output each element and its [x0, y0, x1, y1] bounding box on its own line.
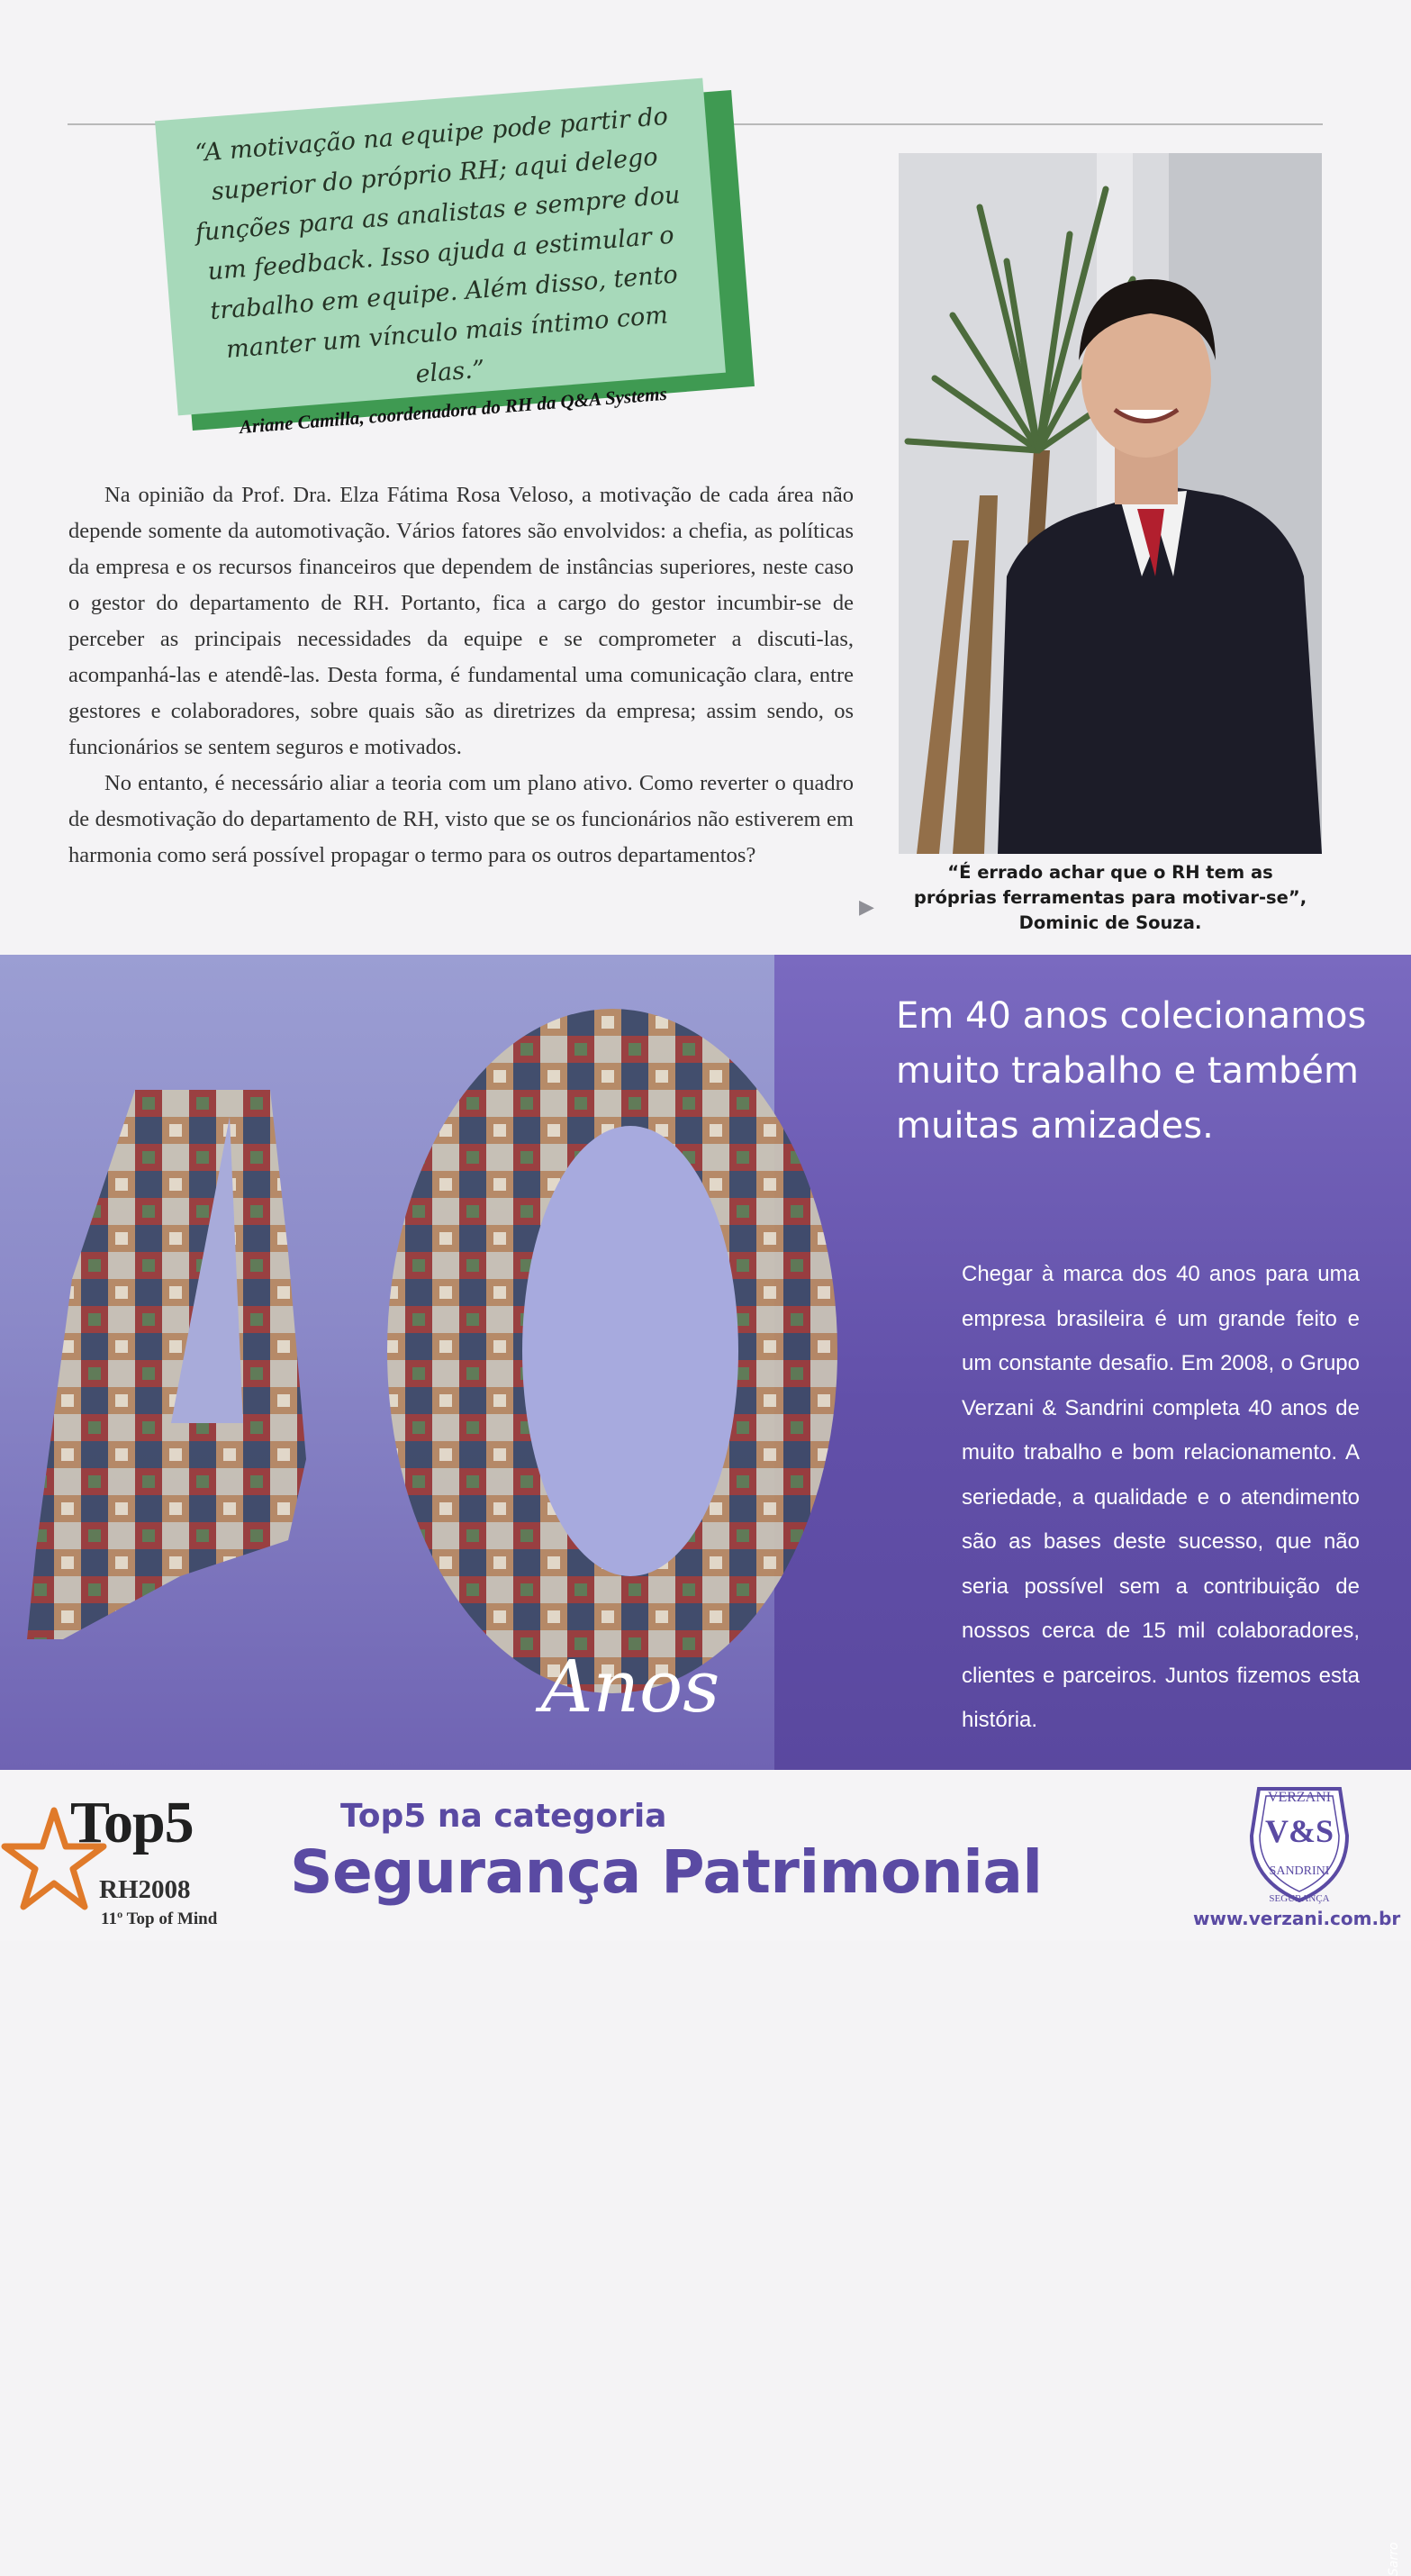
- top5-logo: Top5: [70, 1790, 194, 1855]
- pull-quote-author: Ariane Camilla, coordenadora do RH da Q&A Systems: [239, 382, 668, 439]
- article-paragraph: Na opinião da Prof. Dra. Elza Fátima Rosa Veloso, a motivação de cada área não depende somente da automotivação. Vários fatores são envolvidos: a chefia, as políticas da empresa e os recursos financeiros que dependem de instâncias superiores, neste caso o gestor do departamento de RH. Portanto, fica a cargo do gestor incumbir-se de perceber as principais necessidades da equipe e se comprometer a discuti-las, acompanhá-las e atendê-las. Desta forma, é fundamental uma comunicação clara, entre gestores e colaboradores, sobre quais são as diretrizes da empresa; assim sendo, os funcionários se sentem seguros e motivados.: [68, 483, 854, 759]
- portrait-illustration: [899, 153, 1322, 854]
- pull-quote: [155, 78, 726, 439]
- website-link[interactable]: www.verzani.com.br: [1193, 1908, 1401, 1929]
- category-intro: Top5 na categoria: [340, 1798, 667, 1835]
- brand-segment: SEGURANÇA: [1269, 1893, 1330, 1904]
- portrait-photo: [899, 153, 1322, 854]
- photo-caption: [899, 860, 1322, 936]
- agency-credit: Sarro: [1387, 2542, 1401, 2576]
- award-subtitle: 11º Top of Mind: [101, 1909, 218, 1928]
- ad-headline-line: muito trabalho e também: [896, 1050, 1359, 1092]
- ad-headline-line: Em 40 anos colecionamos: [896, 995, 1367, 1037]
- award-year: RH2008: [99, 1875, 191, 1904]
- article-body: [68, 477, 854, 874]
- ad-body-text: Chegar à marca dos 40 anos para uma empresa brasileira é um grande feito e um constante desafio. Em 2008, o Grupo Verzani & Sandrini completa 40 anos de muito trabalho e bom relacionamento. A seriedade, a qualidade e o atendimento são as bases deste sucesso, que não seria possível sem a contribuição de nossos cerca de 15 mil colaboradores, clientes e parceiros. Juntos fizemos esta história.: [962, 1262, 1360, 1732]
- caption-line: próprias ferramentas para motivar-se”,: [913, 887, 1307, 908]
- arrow-right-icon[interactable]: ▶: [859, 895, 874, 918]
- category-title: Segurança Patrimonial: [290, 1837, 1043, 1907]
- pull-quote-text: “A motivação na equipe pode partir do superior do próprio RH; aqui delego funções para as analistas e sempre dou um feedback. Isso ajuda a estimular o trabalho em equipe. Além disso, tento manter um vínculo mais íntimo com elas.”: [194, 102, 682, 389]
- forty-years-collage: [0, 955, 900, 1770]
- article-paragraph: No entanto, é necessário aliar a teoria com um plano ativo. Como reverter o quadro de desmotivação do departamento de RH, visto que se os funcionários não estiverem em harmonia como será possível propagar o termo para os outros departamentos?: [68, 771, 854, 867]
- caption-line: Dominic de Souza.: [1018, 912, 1202, 933]
- caption-line: “É errado achar que o RH tem as: [947, 862, 1273, 883]
- collage-script: Anos: [540, 1645, 720, 1728]
- brand-bottom: SANDRINI: [1269, 1864, 1330, 1878]
- brand-top: VERZANI: [1267, 1790, 1332, 1805]
- ad-headline: [896, 989, 1400, 1154]
- brand-monogram: V&S: [1264, 1813, 1334, 1849]
- ad-headline-line: muitas amizades.: [896, 1105, 1214, 1147]
